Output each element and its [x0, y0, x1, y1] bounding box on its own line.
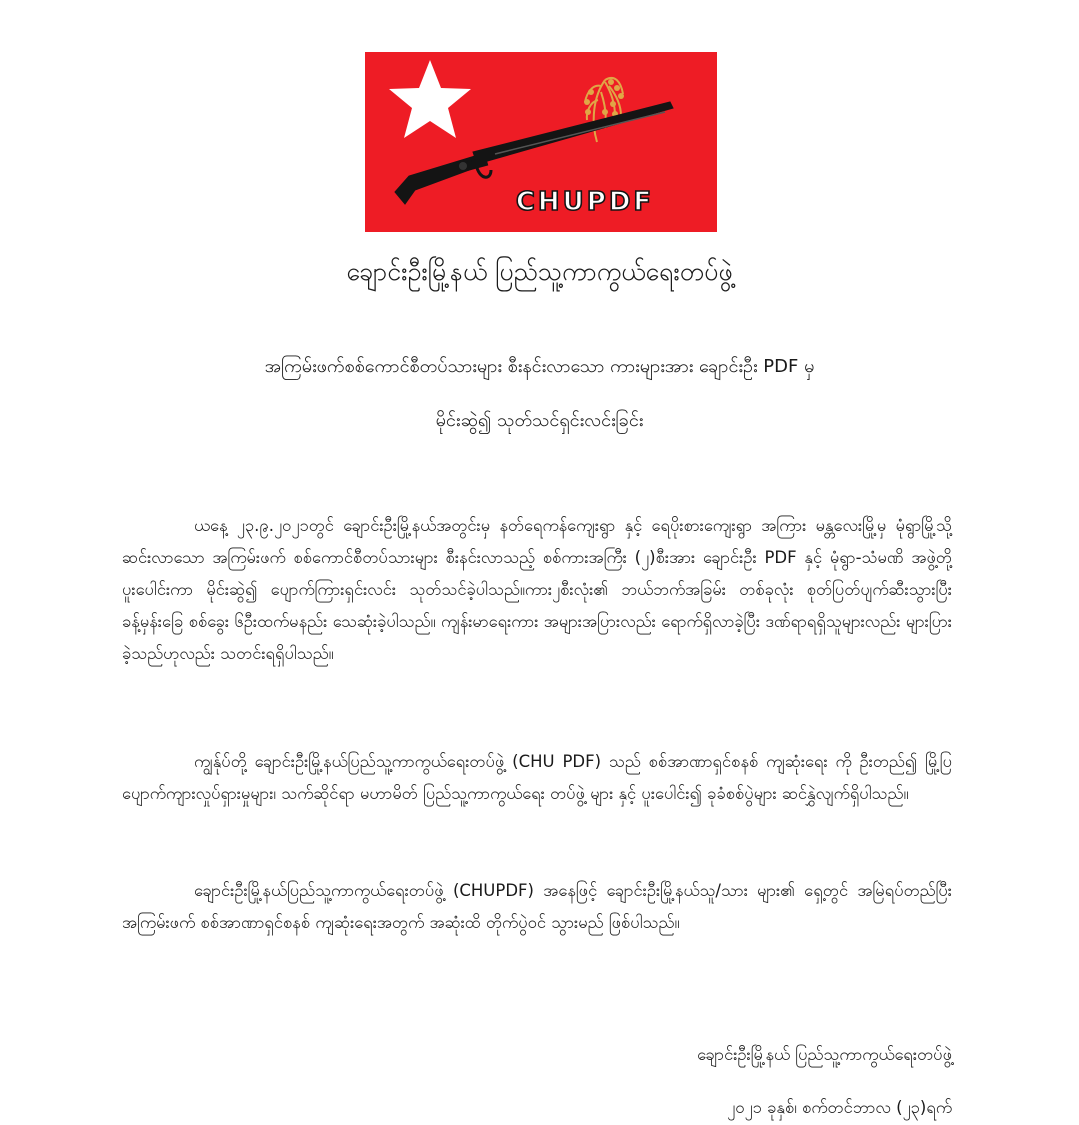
paragraph-mission-statement: ကျွန်ုပ်တို့ ချောင်းဦးမြို့နယ်ပြည်သူ့ကာကွယ်ရေးတပ်ဖွဲ့ (CHU PDF) သည် စစ်အာဏာရှင်စနစ် ကျဆုံးရေး ကို ဦးတည်၍ မြို့ပြ ပျောက်ကျားလှုပ်ရှားမှုများ၊ သက်ဆိုင်ရာ မဟာမိတ် ပြည်သူ့ကာကွယ်ရေး တပ်ဖွဲ့ များ နှင့် ပူးပေါင်း၍ ခုခံစစ်ပွဲများ ဆင်နွှဲလျက်ရှိပါသည်။: [122, 752, 952, 803]
headline-line-2: မိုင်းဆွဲ၍ သုတ်သင်ရှင်းလင်းခြင်း: [435, 410, 644, 431]
signature-organization: ချောင်းဦးမြို့နယ် ပြည်သူ့ကာကွယ်ရေးတပ်ဖွဲ့: [697, 1045, 952, 1064]
signature-date: ၂၀၂၁ ခုနှစ်၊ စက်တင်ဘာလ (၂၃)ရက်: [727, 1098, 952, 1117]
chupdf-logo: [365, 52, 717, 232]
paragraph-commitment: ချောင်းဦးမြို့နယ်ပြည်သူ့ကာကွယ်ရေးတပ်ဖွဲ့ (CHUPDF) အနေဖြင့် ချောင်းဦးမြို့နယ်သူ/သား များ၏ ရှေ့တွင် အမြဲရပ်တည်ပြီး အကြမ်းဖက် စစ်အာဏာရှင်စနစ် ကျဆုံးရေးအတွက် အဆုံးထိ တိုက်ပွဲဝင် သွားမည် ဖြစ်ပါသည်။: [122, 881, 952, 932]
paragraph-incident-report: ယနေ့ ၂၃.၉.၂၀၂၁တွင် ချောင်းဦးမြို့နယ်အတွင်းမှ နတ်ရေကန်ကျေးရွာ နှင့် ရေပိုးစားကျေးရွာ အကြား မန္တလေးမြို့မှ မုံရွာမြို့သို့ ဆင်းလာသော အကြမ်းဖက် စစ်ကောင်စီတပ်သားများ စီးနင်းလာသည့် စစ်ကားအကြီး (၂)စီးအား ချောင်းဦး PDF နှင့် မုံရွာ-သံမဏိ အဖွဲ့တို့ပူးပေါင်းကာ မိုင်းဆွဲ၍ ပျောက်ကြားရှင်းလင်း သုတ်သင်ခဲ့ပါသည်။ကား၂စီးလုံး၏ ဘယ်ဘက်အခြမ်း တစ်ခုလုံး စုတ်ပြတ်ပျက်ဆီးသွားပြီး ခန့်မှန်းခြေ စစ်ခွေး ၆ဦးထက်မနည်း သေဆုံးခဲ့ပါသည်။ ကျန်းမာရေးကား အများအပြားလည်း ရောက်ရှိလာခဲ့ပြီး ဒဏ်ရာရရှိသူများလည်း များပြားခဲ့သည်ဟုလည်း သတင်းရရှိပါသည်။: [122, 516, 952, 663]
logo-emblem: [365, 52, 717, 232]
organization-title: ချောင်းဦးမြို့နယ် ပြည်သူ့ကာကွယ်ရေးတပ်ဖွဲ့: [346, 257, 733, 286]
logo-wordmark: CHUPDF: [515, 187, 655, 217]
headline-line-1: အကြမ်းဖက်စစ်ကောင်စီတပ်သားများ စီးနင်းလာသော ကားများအား ချောင်းဦး PDF မှ: [264, 356, 815, 377]
